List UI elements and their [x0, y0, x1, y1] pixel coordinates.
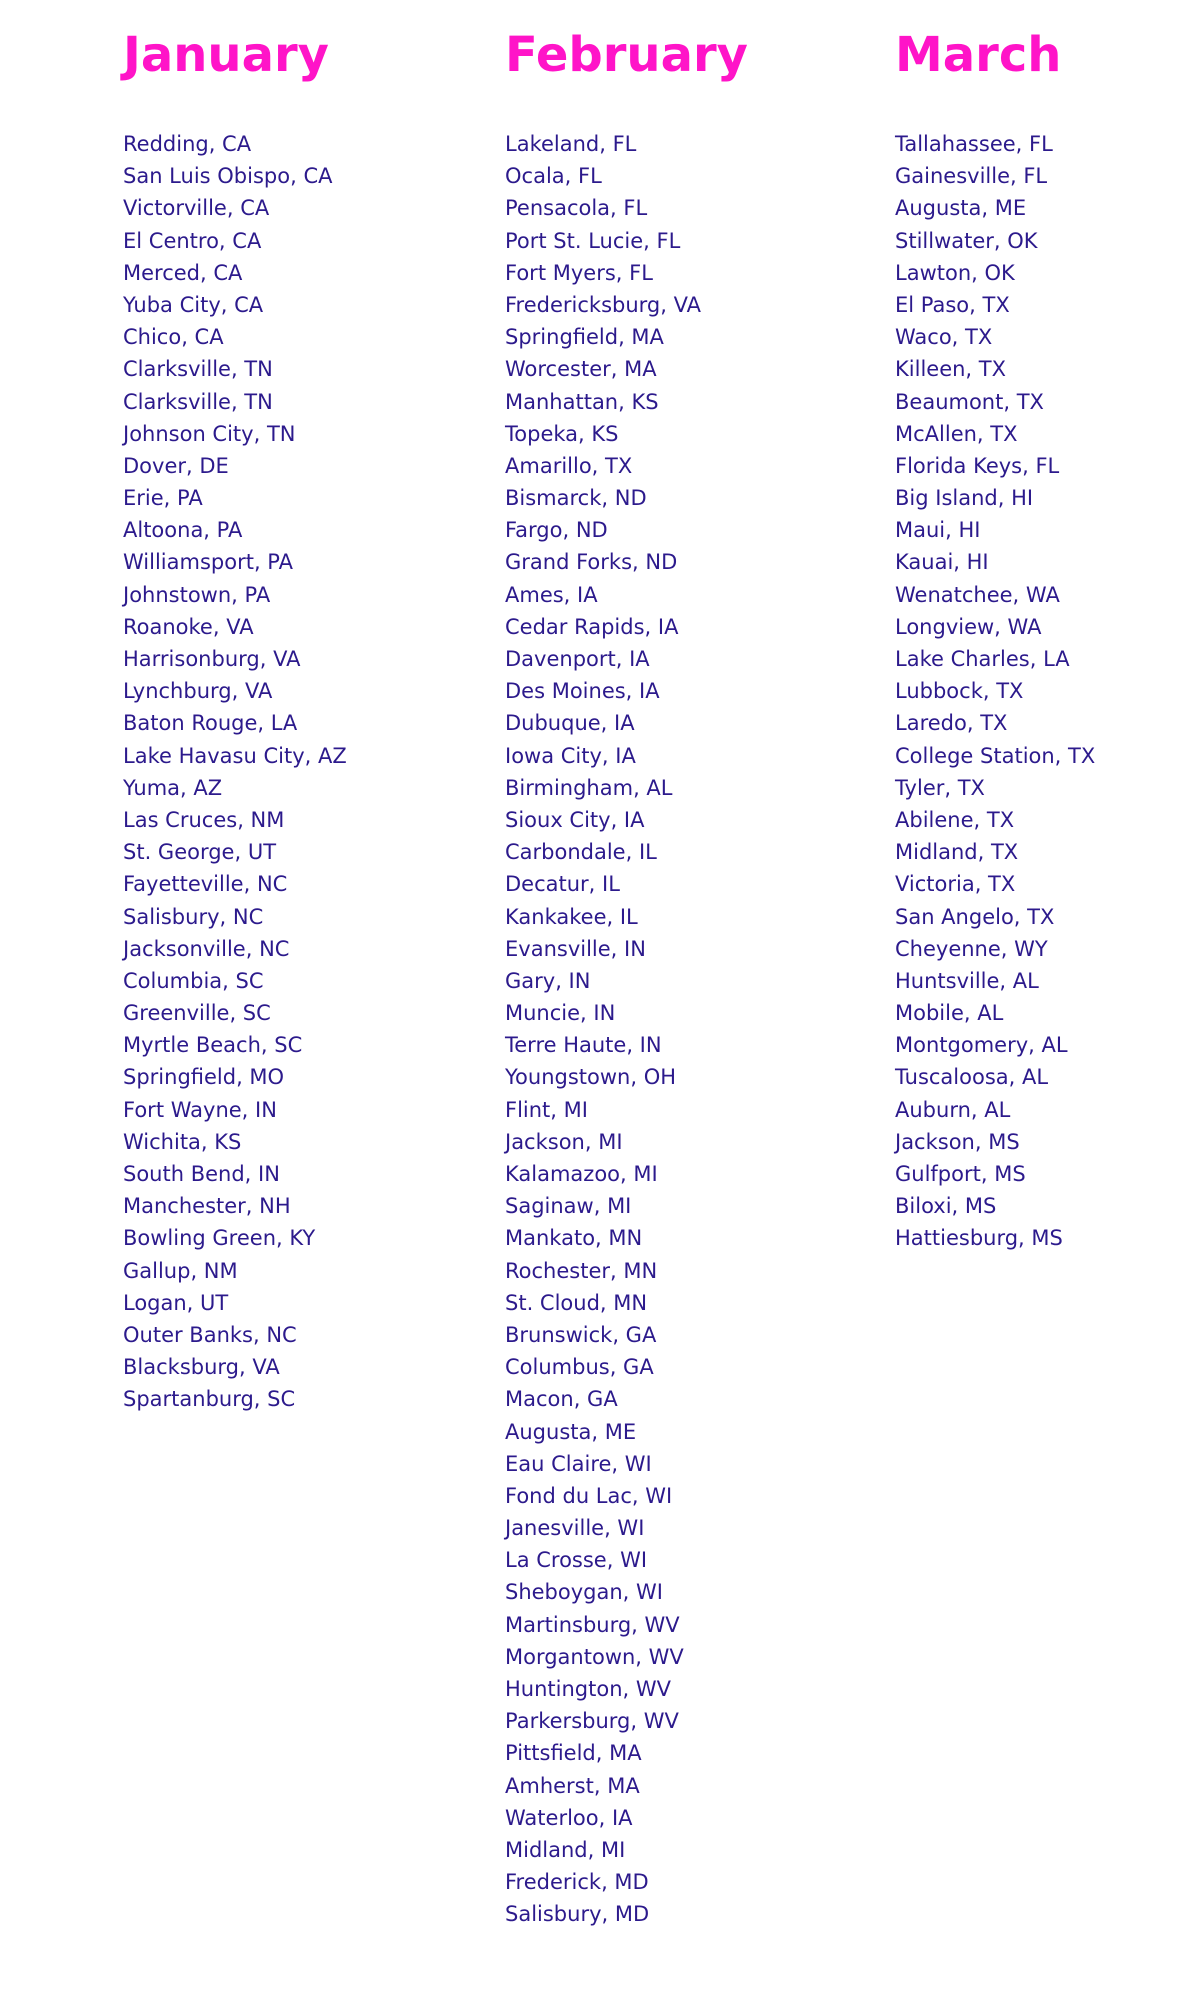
month-heading: March	[895, 27, 1062, 83]
city-list	[505, 128, 701, 1931]
city-list-item: Kankakee, IL	[505, 904, 638, 929]
city-list-item: Janesville, WI	[505, 1516, 645, 1541]
city-list-item: Topeka, KS	[505, 421, 619, 446]
city-list-item: Huntington, WV	[505, 1677, 671, 1701]
city-list-item: Fond du Lac, WI	[505, 1483, 673, 1508]
city-list-item: Dover, DE	[123, 453, 229, 478]
city-list-item: Fargo, ND	[505, 518, 608, 543]
month-column-january	[123, 20, 453, 1412]
city-list-item: College Station, TX	[895, 743, 1096, 768]
city-list-item: Salisbury, NC	[123, 904, 264, 929]
city-list-item: Saginaw, MI	[505, 1194, 632, 1219]
city-list-item: Pittsfield, MA	[505, 1741, 642, 1766]
city-list-item: Big Island, HI	[895, 486, 1034, 511]
city-list-item: Lakeland, FL	[505, 132, 637, 156]
city-list-item: Pensacola, FL	[505, 196, 648, 221]
city-list-item: Williamsport, PA	[123, 550, 293, 575]
city-list-item: Amarillo, TX	[505, 453, 633, 478]
city-list-item: Montgomery, AL	[895, 1033, 1068, 1058]
city-list-item: San Luis Obispo, CA	[123, 164, 333, 189]
city-list-item: Blacksburg, VA	[123, 1355, 280, 1380]
city-list-item: Tuscaloosa, AL	[895, 1065, 1049, 1090]
city-list-item: Laredo, TX	[895, 711, 1008, 736]
city-list-item: Rochester, MN	[505, 1258, 658, 1283]
city-list-item: Fredericksburg, VA	[505, 292, 701, 317]
month-column-february	[505, 20, 835, 1927]
city-list-item: Harrisonburg, VA	[123, 647, 301, 671]
city-list-item: Des Moines, IA	[505, 679, 660, 704]
city-list-item: Fayetteville, NC	[123, 872, 288, 897]
city-list-item: Muncie, IN	[505, 1001, 616, 1026]
city-list-item: Jacksonville, NC	[123, 936, 290, 961]
city-list-item: Flint, MI	[505, 1097, 588, 1122]
city-list-item: Manhattan, KS	[505, 389, 659, 414]
city-list	[123, 128, 347, 1416]
city-list-item: Bismarck, ND	[505, 486, 647, 511]
city-list-item: Birmingham, AL	[505, 775, 673, 800]
city-list-item: Jackson, MS	[895, 1129, 1020, 1154]
city-list-item: Sioux City, IA	[505, 807, 645, 832]
city-list-item: Baton Rouge, LA	[123, 711, 298, 736]
city-list-item: Stillwater, OK	[895, 228, 1038, 253]
city-list-item: Maui, HI	[895, 518, 981, 543]
city-list-item: Ames, IA	[505, 582, 598, 607]
city-list-item: Cedar Rapids, IA	[505, 614, 679, 639]
city-list-item: Springfield, MO	[123, 1065, 285, 1090]
city-list-item: Bowling Green, KY	[123, 1226, 316, 1251]
city-list-item: Las Cruces, NM	[123, 807, 285, 832]
city-list-item: Davenport, IA	[505, 647, 650, 671]
city-list-item: St. George, UT	[123, 840, 277, 865]
city-list-item: San Angelo, TX	[895, 904, 1055, 929]
month-heading: January	[123, 27, 329, 83]
city-list-item: Yuba City, CA	[123, 292, 264, 317]
city-list-item: Johnson City, TN	[123, 421, 296, 446]
city-list-item: Midland, MI	[505, 1837, 626, 1862]
city-list-item: Worcester, MA	[505, 357, 657, 382]
city-list-item: Greenville, SC	[123, 1001, 271, 1026]
city-list-item: Lubbock, TX	[895, 679, 1024, 704]
city-list-item: El Paso, TX	[895, 292, 1010, 317]
city-list-item: Spartanburg, SC	[123, 1387, 296, 1412]
city-list-item: Biloxi, MS	[895, 1194, 997, 1219]
city-list-item: Cheyenne, WY	[895, 936, 1048, 961]
city-list-item: Johnstown, PA	[123, 582, 271, 607]
city-list-item: Terre Haute, IN	[505, 1033, 662, 1058]
city-list-item: Kalamazoo, MI	[505, 1162, 658, 1186]
city-list-item: Dubuque, IA	[505, 711, 635, 736]
city-list-item: Youngstown, OH	[505, 1065, 677, 1090]
city-list-item: Beaumont, TX	[895, 389, 1044, 414]
city-list-item: Carbondale, IL	[505, 840, 657, 865]
city-list-item: Longview, WA	[895, 614, 1042, 639]
city-list-item: Columbia, SC	[123, 968, 264, 993]
city-list-item: Waco, TX	[895, 325, 993, 350]
city-list-item: Chico, CA	[123, 325, 224, 350]
city-list-item: Mobile, AL	[895, 1001, 1004, 1026]
city-list-item: Gary, IN	[505, 968, 591, 993]
city-list-item: Wichita, KS	[123, 1129, 242, 1154]
city-list-item: Augusta, ME	[895, 196, 1027, 221]
city-list-item: Victorville, CA	[123, 196, 270, 221]
city-list-item: Gallup, NM	[123, 1258, 238, 1283]
city-list-item: Fort Myers, FL	[505, 260, 653, 285]
city-list-item: Eau Claire, WI	[505, 1451, 652, 1476]
city-list-item: St. Cloud, MN	[505, 1290, 648, 1315]
city-list-item: Lake Charles, LA	[895, 647, 1070, 671]
city-list-item: Parkersburg, WV	[505, 1709, 679, 1734]
city-list-item: Huntsville, AL	[895, 968, 1039, 993]
month-column-march	[895, 20, 1200, 1251]
city-list-item: Decatur, IL	[505, 872, 620, 897]
city-list-item: Augusta, ME	[505, 1419, 637, 1444]
city-list-item: Tallahassee, FL	[895, 132, 1053, 156]
city-list-item: El Centro, CA	[123, 228, 262, 253]
city-list-item: Jackson, MI	[505, 1129, 623, 1154]
city-list-item: Auburn, AL	[895, 1097, 1011, 1122]
city-list-item: Killeen, TX	[895, 357, 1006, 382]
city-list-item: La Crosse, WI	[505, 1548, 648, 1573]
city-list-item: Redding, CA	[123, 132, 252, 156]
city-list-item: Yuma, AZ	[123, 775, 223, 800]
city-list-item: Ocala, FL	[505, 164, 602, 189]
city-list-item: Amherst, MA	[505, 1773, 640, 1798]
city-list-item: Morgantown, WV	[505, 1644, 684, 1669]
city-list-item: Wenatchee, WA	[895, 582, 1060, 607]
city-list-item: Lynchburg, VA	[123, 679, 273, 704]
city-list-item: Logan, UT	[123, 1290, 229, 1315]
city-list-item: Clarksville, TN	[123, 389, 273, 414]
city-list-item: Gainesville, FL	[895, 164, 1048, 189]
city-list-item: Myrtle Beach, SC	[123, 1033, 303, 1058]
city-list-item: Roanoke, VA	[123, 614, 254, 639]
city-list-item: Port St. Lucie, FL	[505, 228, 681, 253]
city-list-item: Midland, TX	[895, 840, 1019, 865]
city-list-item: Martinsburg, WV	[505, 1612, 680, 1637]
city-list-item: Clarksville, TN	[123, 357, 273, 382]
city-list-item: Hattiesburg, MS	[895, 1226, 1063, 1251]
city-list-item: Mankato, MN	[505, 1226, 643, 1251]
city-list-item: Victoria, TX	[895, 872, 1016, 897]
city-list-item: Salisbury, MD	[505, 1902, 650, 1927]
city-list-item: Evansville, IN	[505, 936, 646, 961]
city-list-item: Springfield, MA	[505, 325, 664, 350]
city-list-item: Fort Wayne, IN	[123, 1097, 277, 1122]
city-list-item: Gulfport, MS	[895, 1162, 1026, 1186]
city-list-item: Brunswick, GA	[505, 1322, 657, 1347]
city-list-item: Macon, GA	[505, 1387, 618, 1412]
month-heading: February	[505, 27, 748, 83]
city-list-item: Iowa City, IA	[505, 743, 636, 768]
city-list-item: Erie, PA	[123, 486, 203, 511]
city-list-item: Abilene, TX	[895, 807, 1015, 832]
city-list-item: Kauai, HI	[895, 550, 989, 575]
city-list	[895, 128, 1095, 1255]
city-list-item: Outer Banks, NC	[123, 1322, 297, 1347]
city-list-item: Frederick, MD	[505, 1870, 649, 1895]
city-list-item: McAllen, TX	[895, 421, 1018, 446]
city-list-item: Altoona, PA	[123, 518, 243, 543]
city-list-item: Lake Havasu City, AZ	[123, 743, 347, 768]
city-list-item: Florida Keys, FL	[895, 453, 1060, 478]
city-list-item: Manchester, NH	[123, 1194, 291, 1219]
city-list-item: South Bend, IN	[123, 1162, 280, 1186]
city-list-item: Columbus, GA	[505, 1355, 654, 1380]
city-list-item: Grand Forks, ND	[505, 550, 678, 575]
city-list-item: Lawton, OK	[895, 260, 1015, 285]
city-list-item: Sheboygan, WI	[505, 1580, 663, 1605]
city-list-item: Tyler, TX	[895, 775, 985, 800]
city-list-item: Waterloo, IA	[505, 1805, 633, 1830]
city-list-item: Merced, CA	[123, 260, 243, 285]
